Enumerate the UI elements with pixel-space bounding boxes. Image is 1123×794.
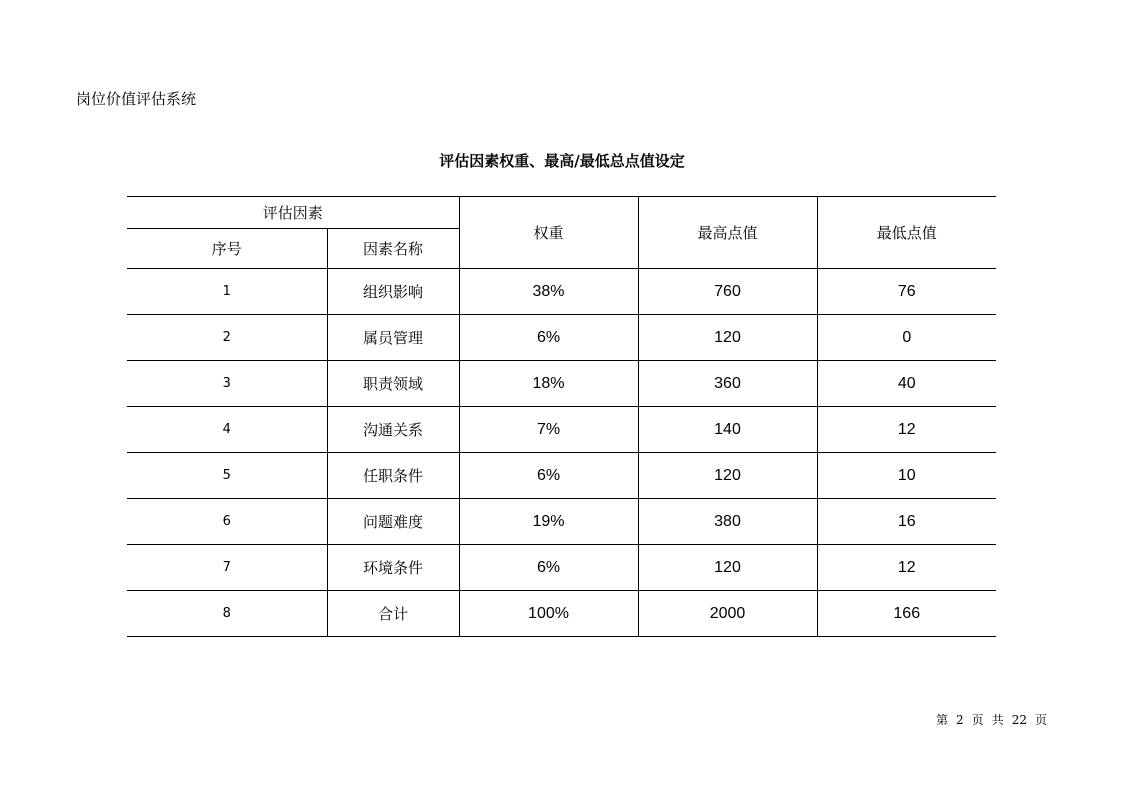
cell-index: 3 xyxy=(127,361,327,407)
footer-page-unit: 页 xyxy=(971,713,984,727)
factor-weight-table xyxy=(127,196,996,637)
cell-weight: 6% xyxy=(459,315,638,361)
document-header-title: 岗位价值评估系统 xyxy=(76,90,197,108)
table-row xyxy=(127,591,996,637)
table-row xyxy=(127,407,996,453)
table-row xyxy=(127,545,996,591)
cell-factor-name: 属员管理 xyxy=(327,315,459,361)
cell-min-points: 16 xyxy=(817,499,996,545)
header-weight: 权重 xyxy=(459,197,638,269)
cell-index: 1 xyxy=(127,269,327,315)
table-row xyxy=(127,361,996,407)
cell-weight: 38% xyxy=(459,269,638,315)
cell-max-points: 760 xyxy=(638,269,817,315)
footer-total-prefix: 共 xyxy=(991,713,1004,727)
table-row xyxy=(127,269,996,315)
cell-min-points: 166 xyxy=(817,591,996,637)
header-factor-name: 因素名称 xyxy=(327,229,459,269)
cell-weight: 18% xyxy=(459,361,638,407)
header-index: 序号 xyxy=(127,229,327,269)
cell-max-points: 120 xyxy=(638,545,817,591)
cell-weight: 7% xyxy=(459,407,638,453)
footer-total-pages: 22 xyxy=(1011,713,1027,727)
cell-factor-name: 问题难度 xyxy=(327,499,459,545)
cell-min-points: 76 xyxy=(817,269,996,315)
cell-index: 6 xyxy=(127,499,327,545)
footer-prefix: 第 xyxy=(936,713,949,727)
cell-min-points: 12 xyxy=(817,545,996,591)
cell-factor-name: 任职条件 xyxy=(327,453,459,499)
cell-max-points: 120 xyxy=(638,315,817,361)
cell-max-points: 360 xyxy=(638,361,817,407)
table-row xyxy=(127,315,996,361)
page-footer xyxy=(928,711,1047,728)
footer-total-unit: 页 xyxy=(1034,713,1047,727)
cell-max-points: 120 xyxy=(638,453,817,499)
cell-index: 7 xyxy=(127,545,327,591)
cell-weight: 6% xyxy=(459,453,638,499)
header-max-points: 最高点值 xyxy=(638,197,817,269)
footer-page-number: 2 xyxy=(956,713,964,727)
cell-min-points: 12 xyxy=(817,407,996,453)
cell-weight: 100% xyxy=(459,591,638,637)
cell-index: 2 xyxy=(127,315,327,361)
header-evaluation-factor: 评估因素 xyxy=(127,197,459,229)
cell-factor-name: 组织影响 xyxy=(327,269,459,315)
cell-index: 4 xyxy=(127,407,327,453)
cell-max-points: 140 xyxy=(638,407,817,453)
table-caption: 评估因素权重、最高/最低总点值设定 xyxy=(439,152,685,170)
table-row xyxy=(127,453,996,499)
cell-min-points: 10 xyxy=(817,453,996,499)
cell-weight: 6% xyxy=(459,545,638,591)
header-min-points: 最低点值 xyxy=(817,197,996,269)
cell-factor-name: 职责领域 xyxy=(327,361,459,407)
cell-max-points: 380 xyxy=(638,499,817,545)
table-row xyxy=(127,499,996,545)
cell-index: 8 xyxy=(127,591,327,637)
cell-factor-name: 合计 xyxy=(327,591,459,637)
cell-min-points: 0 xyxy=(817,315,996,361)
cell-factor-name: 沟通关系 xyxy=(327,407,459,453)
cell-factor-name: 环境条件 xyxy=(327,545,459,591)
cell-min-points: 40 xyxy=(817,361,996,407)
cell-max-points: 2000 xyxy=(638,591,817,637)
cell-weight: 19% xyxy=(459,499,638,545)
cell-index: 5 xyxy=(127,453,327,499)
